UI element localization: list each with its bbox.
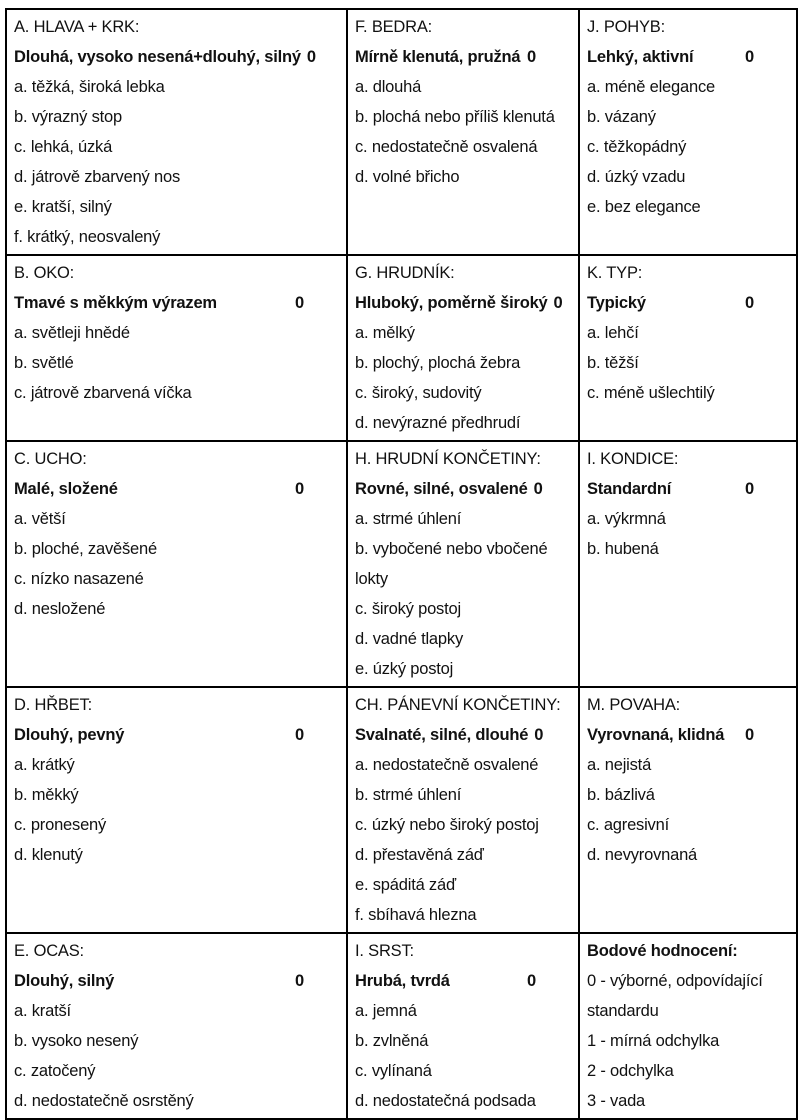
score-value: 0 (527, 972, 536, 990)
fault-item: a. těžká, široká lebka (14, 78, 165, 96)
table-row (6, 441, 797, 687)
fault-item: a. nejistá (587, 756, 652, 774)
category-title: B. OKO: (14, 264, 75, 282)
legend-item: 0 - výborné, odpovídající standardu (587, 972, 763, 1020)
category-title: G. HRUDNÍK: (355, 264, 455, 282)
standard-description (14, 288, 340, 318)
standard-description (355, 288, 572, 318)
fault-item: b. hubená (587, 540, 659, 558)
fault-item: b. ploché, zavěšené (14, 540, 157, 558)
fault-item: d. přestavěná záď (355, 846, 484, 864)
category-cell-tail (6, 933, 347, 1119)
standard-description (14, 474, 340, 504)
standard-description (587, 42, 790, 72)
score-value: 0 (295, 294, 304, 312)
fault-item: b. vázaný (587, 108, 656, 126)
standard-text: Hluboký, poměrně široký (355, 294, 548, 312)
score-value: 0 (295, 480, 304, 498)
score-value: 0 (306, 48, 316, 66)
fault-item: b. těžší (587, 354, 639, 372)
category-title: A. HLAVA + KRK: (14, 18, 140, 36)
category-cell-coat (347, 933, 579, 1119)
fault-item: a. méně elegance (587, 78, 715, 96)
category-cell-ear (6, 441, 347, 687)
score-value: 0 (533, 480, 543, 498)
fault-item: d. vadné tlapky (355, 630, 463, 648)
fault-item: b. bázlivá (587, 786, 655, 804)
table-row (6, 933, 797, 1119)
category-cell-chest (347, 255, 579, 441)
standard-description (14, 42, 340, 72)
score-value: 0 (534, 726, 544, 744)
standard-text: Vyrovnaná, klidná (587, 726, 725, 744)
fault-item: c. nízko nasazené (14, 570, 144, 588)
fault-item: a. lehčí (587, 324, 639, 342)
score-value: 0 (553, 294, 563, 312)
category-title: F. BEDRA: (355, 18, 433, 36)
fault-item: b. zvlněná (355, 1032, 429, 1050)
fault-item: b. vysoko nesený (14, 1032, 139, 1050)
standard-description (587, 474, 790, 504)
fault-item: f. krátký, neosvalený (14, 228, 161, 246)
category-cell-front-limbs (347, 441, 579, 687)
fault-item: a. nedostatečně osvalené (355, 756, 539, 774)
fault-item: f. sbíhavá hlezna (355, 906, 477, 924)
legend-item: 3 - vada (587, 1092, 646, 1110)
fault-item: c. široký postoj (355, 600, 461, 618)
score-value: 0 (745, 294, 754, 312)
fault-item: d. volné břicho (355, 168, 460, 186)
fault-item: a. krátký (14, 756, 75, 774)
score-value: 0 (295, 726, 304, 744)
fault-item: c. méně ušlechtilý (587, 384, 715, 402)
category-title: M. POVAHA: (587, 696, 681, 714)
standard-description (355, 720, 572, 750)
category-title: C. UCHO: (14, 450, 87, 468)
fault-item: a. mělký (355, 324, 415, 342)
fault-item: a. větší (14, 510, 66, 528)
standard-text: Dlouhý, pevný (14, 726, 125, 744)
category-title: I. KONDICE: (587, 450, 679, 468)
standard-text: Dlouhá, vysoko nesená+dlouhý, silný (14, 48, 301, 66)
fault-item: e. spáditá záď (355, 876, 456, 894)
standard-text: Mírně klenutá, pružná (355, 48, 521, 66)
fault-item: c. pronesený (14, 816, 107, 834)
legend-title: Bodové hodnocení: (587, 942, 738, 960)
fault-item: d. nevýrazné předhrudí (355, 414, 521, 432)
fault-item: d. nesložené (14, 600, 106, 618)
fault-item: c. agresivní (587, 816, 669, 834)
fault-item: a. výkrmná (587, 510, 666, 528)
category-title: H. HRUDNÍ KONČETINY: (355, 450, 541, 468)
category-cell-head-neck (6, 9, 347, 255)
fault-item: a. kratší (14, 1002, 71, 1020)
standard-text: Svalnaté, silné, dlouhé (355, 726, 529, 744)
category-cell-condition (579, 441, 797, 687)
fault-item: b. strmé úhlení (355, 786, 462, 804)
fault-item: c. zatočený (14, 1062, 96, 1080)
standard-text: Tmavé s měkkým výrazem (14, 294, 217, 312)
category-title: CH. PÁNEVNÍ KONČETINY: (355, 696, 561, 714)
table-row (6, 9, 797, 255)
legend-item: 1 - mírná odchylka (587, 1032, 720, 1050)
standard-text: Lehký, aktivní (587, 48, 694, 66)
dog-evaluation-table (5, 8, 798, 1120)
fault-item: a. dlouhá (355, 78, 422, 96)
category-cell-eye (6, 255, 347, 441)
fault-item: c. široký, sudovitý (355, 384, 482, 402)
fault-item: c. vylínaná (355, 1062, 432, 1080)
fault-item: d. úzký vzadu (587, 168, 686, 186)
category-cell-back (6, 687, 347, 933)
score-value: 0 (527, 48, 536, 66)
standard-description (355, 474, 572, 504)
fault-item: b. světlé (14, 354, 74, 372)
fault-item: c. nedostatečně osvalená (355, 138, 538, 156)
fault-item: d. nevyrovnaná (587, 846, 698, 864)
fault-item: b. plochý, plochá žebra (355, 354, 521, 372)
fault-item: c. těžkopádný (587, 138, 687, 156)
fault-item: a. strmé úhlení (355, 510, 462, 528)
table-row (6, 687, 797, 933)
fault-item: d. klenutý (14, 846, 83, 864)
category-title: E. OCAS: (14, 942, 84, 960)
score-value: 0 (745, 480, 754, 498)
standard-text: Malé, složené (14, 480, 118, 498)
standard-text: Typický (587, 294, 646, 312)
fault-item: b. měkký (14, 786, 79, 804)
fault-item: d. játrově zbarvený nos (14, 168, 180, 186)
scoring-legend-cell (579, 933, 797, 1119)
fault-item: e. úzký postoj (355, 660, 454, 678)
fault-item: d. nedostatečně osrstěný (14, 1092, 194, 1110)
standard-text: Hrubá, tvrdá (355, 972, 450, 990)
category-title: K. TYP: (587, 264, 643, 282)
fault-item: c. játrově zbarvená víčka (14, 384, 192, 402)
fault-item: c. lehká, úzká (14, 138, 113, 156)
score-value: 0 (295, 972, 304, 990)
fault-item: e. kratší, silný (14, 198, 112, 216)
category-cell-movement (579, 9, 797, 255)
standard-text: Dlouhý, silný (14, 972, 115, 990)
category-cell-type (579, 255, 797, 441)
fault-item: b. výrazný stop (14, 108, 122, 126)
standard-description (355, 42, 572, 72)
fault-item: b. vybočené nebo vbočené lokty (355, 540, 548, 588)
category-title: J. POHYB: (587, 18, 665, 36)
fault-item: b. plochá nebo příliš klenutá (355, 108, 555, 126)
score-value: 0 (745, 726, 754, 744)
standard-text: Rovné, silné, osvalené (355, 480, 528, 498)
standard-description (355, 966, 572, 996)
fault-item: d. nedostatečná podsada (355, 1092, 536, 1110)
category-cell-temperament (579, 687, 797, 933)
score-value: 0 (745, 48, 754, 66)
category-cell-hind-limbs (347, 687, 579, 933)
standard-description (14, 966, 340, 996)
legend-item: 2 - odchylka (587, 1062, 674, 1080)
standard-description (587, 720, 790, 750)
fault-item: a. světleji hnědé (14, 324, 130, 342)
standard-description (14, 720, 340, 750)
category-title: I. SRST: (355, 942, 414, 960)
category-title: D. HŘBET: (14, 696, 92, 714)
standard-text: Standardní (587, 480, 672, 498)
standard-description (587, 288, 790, 318)
fault-item: e. bez elegance (587, 198, 701, 216)
fault-item: c. úzký nebo široký postoj (355, 816, 539, 834)
fault-item: a. jemná (355, 1002, 417, 1020)
table-row (6, 255, 797, 441)
category-cell-loins (347, 9, 579, 255)
